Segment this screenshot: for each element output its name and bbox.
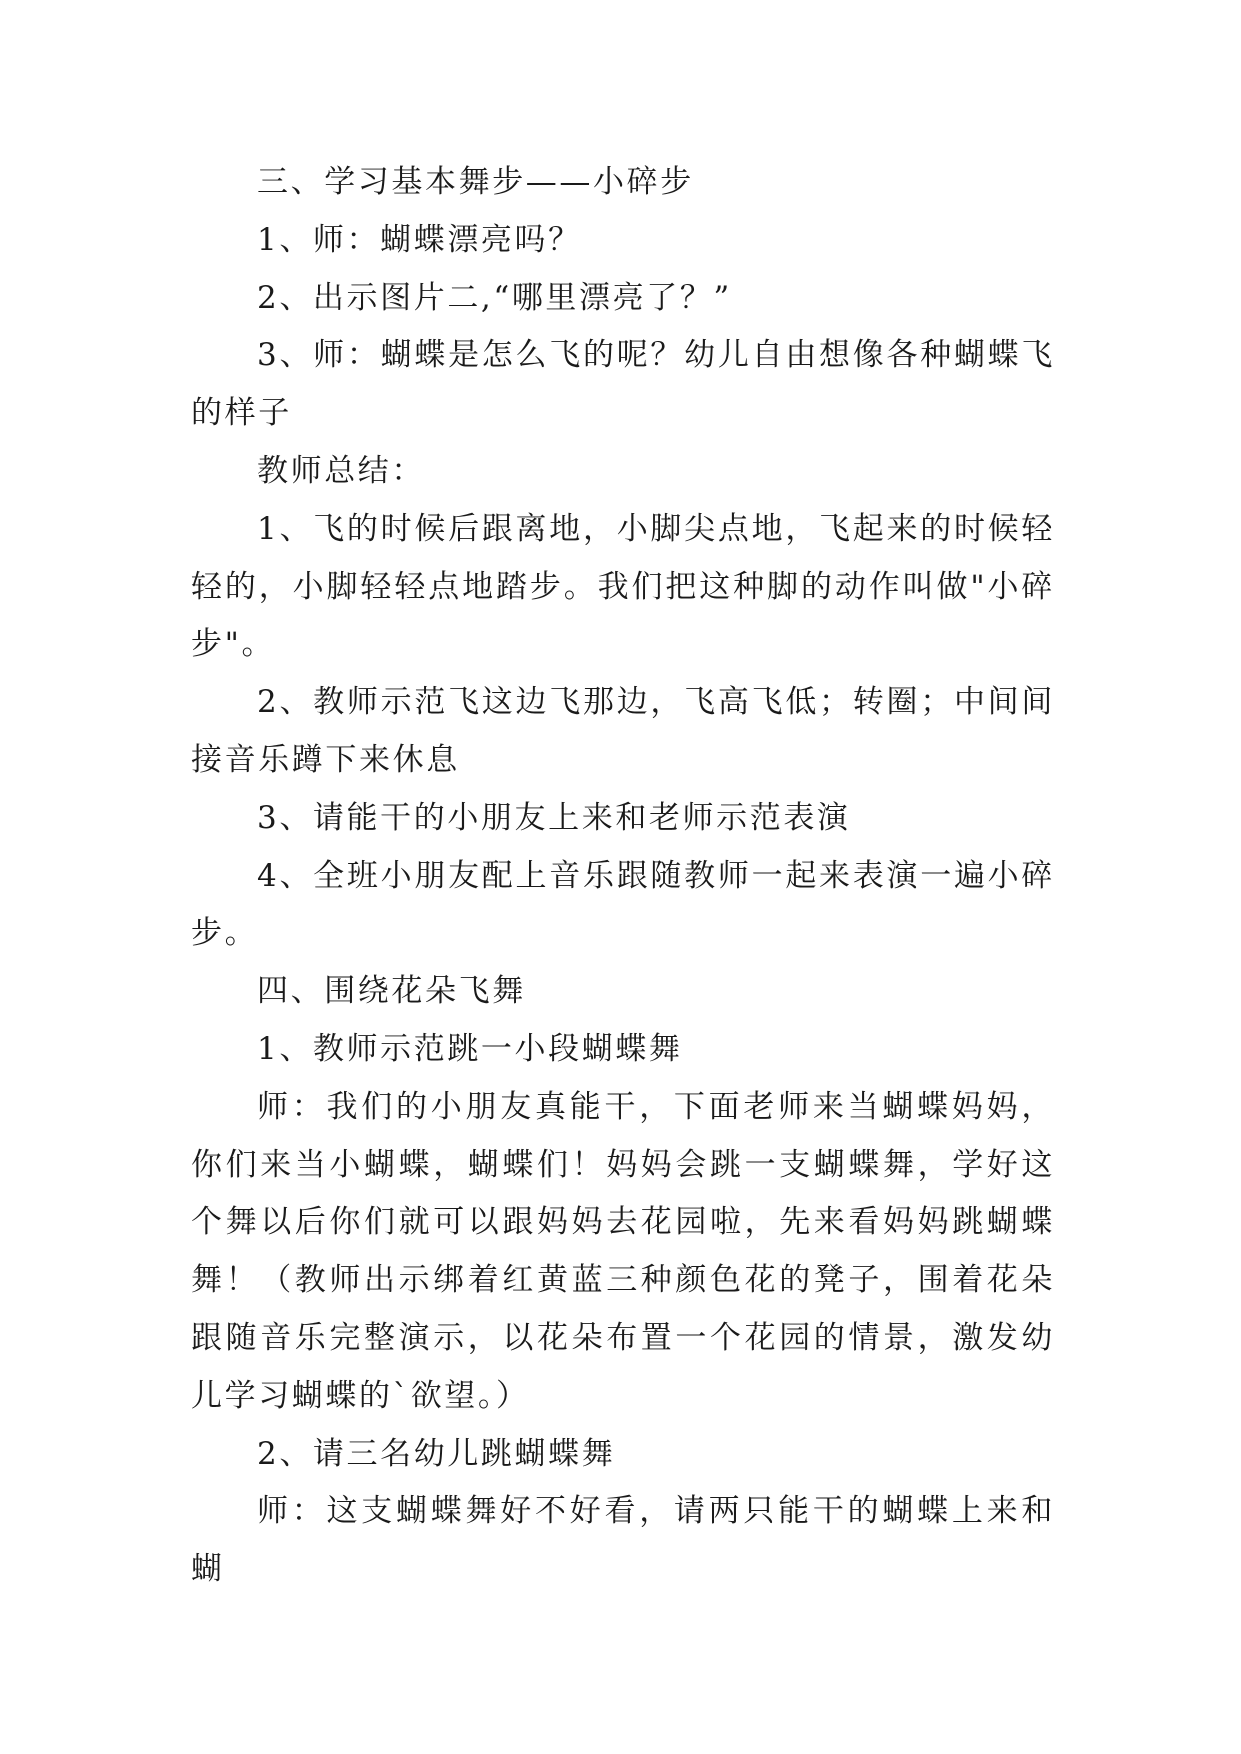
paragraph: 师：我们的小朋友真能干，下面老师来当蝴蝶妈妈，你们来当小蝴蝶，蝴蝶们！妈妈会跳一支蝴蝶舞，学好这个舞以后你们就可以跟妈妈去花园啦，先来看妈妈跳蝴蝶舞！（教师出示绑着红黄蓝三种颜色花的凳子，围着花朵跟随音乐完整演示，以花朵布置一个花园的情景，激发幼儿学习蝴蝶的`欲望。） <box>191 1088 1055 1414</box>
paragraph: 1、教师示范跳一小段蝴蝶舞 <box>257 1030 683 1067</box>
paragraph: 2、出示图片二,“哪里漂亮了？” <box>257 279 732 316</box>
paragraph: 4、全班小朋友配上音乐跟随教师一起来表演一遍小碎步。 <box>191 857 1055 952</box>
paragraph: 教师总结： <box>257 452 425 489</box>
paragraph: 3、师：蝴蝶是怎么飞的呢？幼儿自由想像各种蝴蝶飞的样子 <box>191 337 1055 432</box>
paragraph: 3、请能干的小朋友上来和老师示范表演 <box>257 799 851 836</box>
paragraph: 2、请三名幼儿跳蝴蝶舞 <box>257 1435 616 1472</box>
document-body <box>191 154 1055 1599</box>
paragraph: 1、飞的时候后跟离地，小脚尖点地，飞起来的时候轻轻的，小脚轻轻点地踏步。我们把这种脚的动作叫做"小碎步"。 <box>191 510 1055 663</box>
paragraph: 2、教师示范飞这边飞那边，飞高飞低；转圈；中间间接音乐蹲下来休息 <box>191 684 1055 778</box>
section-heading-3: 三、学习基本舞步——小碎步 <box>257 164 694 200</box>
section-heading-4: 四、围绕花朵飞舞 <box>257 973 526 1010</box>
paragraph: 师：这支蝴蝶舞好不好看，请两只能干的蝴蝶上来和蝴 <box>191 1493 1055 1588</box>
paragraph: 1、师：蝴蝶漂亮吗？ <box>257 221 582 258</box>
